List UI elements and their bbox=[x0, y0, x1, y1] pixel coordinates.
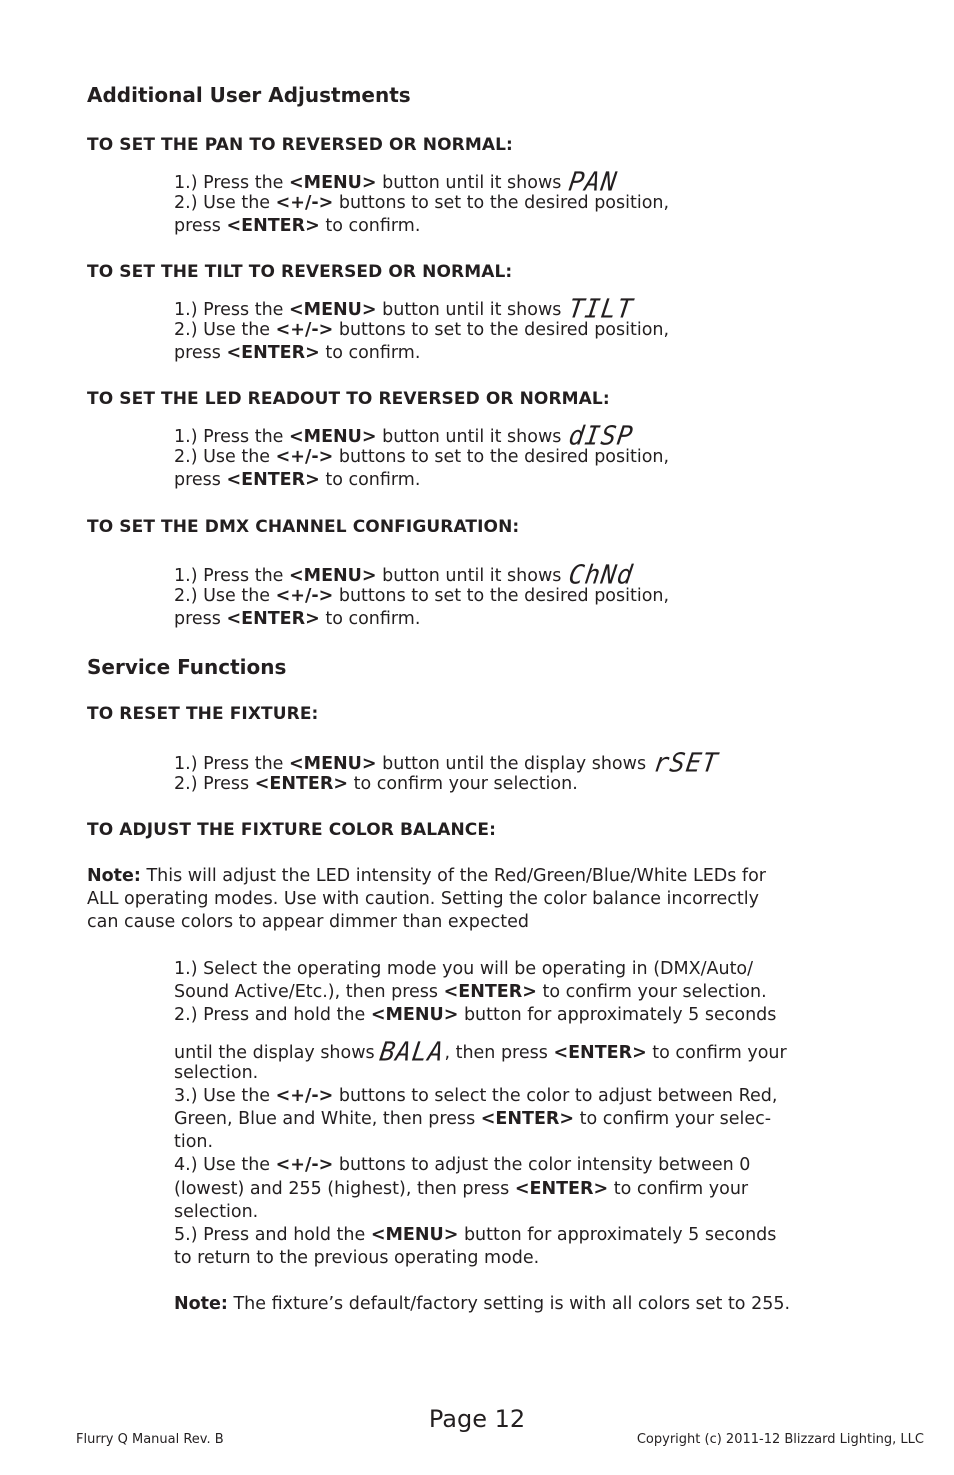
pan-heading: TO SET THE PAN TO REVERSED OR NORMAL: bbox=[87, 135, 513, 155]
balance-step-5: 5.) Press and hold the <MENU> button for approximately 5 seconds bbox=[174, 1225, 777, 1245]
dmx-step-1: 1.) Press the <MENU> button until it shows ChNd bbox=[174, 559, 636, 590]
balance-step-1: Sound Active/Etc.), then press <ENTER> to confirm your selection. bbox=[174, 982, 767, 1002]
reset-step-1: 1.) Press the <MENU> button until the display shows rSET bbox=[174, 747, 721, 778]
led-step-2: 2.) Use the <+/-> buttons to set to the desired position, bbox=[174, 447, 670, 467]
balance-step-3: tion. bbox=[174, 1132, 214, 1152]
dmx-step-2: 2.) Use the <+/-> buttons to set to the desired position, bbox=[174, 586, 670, 606]
tilt-heading: TO SET THE TILT TO REVERSED OR NORMAL: bbox=[87, 262, 513, 282]
tilt-step-2: 2.) Use the <+/-> buttons to set to the desired position, bbox=[174, 320, 670, 340]
footer-copyright: Copyright (c) 2011-12 Blizzard Lighting, LLC bbox=[636, 1432, 924, 1447]
section-title: Service Functions bbox=[87, 655, 287, 679]
led-step-3: press <ENTER> to confirm. bbox=[174, 470, 421, 490]
dmx-step-3: press <ENTER> to confirm. bbox=[174, 609, 421, 629]
tilt-step-1: 1.) Press the <MENU> button until it shows TILT bbox=[174, 293, 636, 324]
balance-step-5: to return to the previous operating mode. bbox=[174, 1248, 540, 1268]
balance-note-line: ALL operating modes. Use with caution. Setting the color balance incorrectly bbox=[87, 889, 759, 909]
lcd-display: rSET bbox=[651, 747, 721, 778]
balance-step-3: Green, Blue and White, then press <ENTER> to confirm your selec- bbox=[174, 1109, 772, 1129]
led-step-1: 1.) Press the <MENU> button until it shows dISP bbox=[174, 420, 636, 451]
balance-step-2: selection. bbox=[174, 1063, 259, 1083]
balance-step-3: 3.) Use the <+/-> buttons to select the color to adjust between Red, bbox=[174, 1086, 778, 1106]
footer-manual-rev: Flurry Q Manual Rev. B bbox=[76, 1432, 224, 1447]
balance-step-2: 2.) Press and hold the <MENU> button for approximately 5 seconds bbox=[174, 1005, 777, 1025]
reset-heading: TO RESET THE FIXTURE: bbox=[87, 704, 319, 724]
section-title: Additional User Adjustments bbox=[87, 83, 411, 107]
balance-step-4: 4.) Use the <+/-> buttons to adjust the color intensity between 0 bbox=[174, 1155, 751, 1175]
pan-step-3: press <ENTER> to confirm. bbox=[174, 216, 421, 236]
reset-step-2: 2.) Press <ENTER> to confirm your selection. bbox=[174, 774, 578, 794]
page-number: Page 12 bbox=[428, 1405, 526, 1433]
dmx-heading: TO SET THE DMX CHANNEL CONFIGURATION: bbox=[87, 517, 520, 537]
pan-step-1: 1.) Press the <MENU> button until it shows PAN bbox=[174, 166, 620, 197]
lcd-display: PAN bbox=[567, 166, 620, 197]
balance-step-1: 1.) Select the operating mode you will be operating in (DMX/Auto/ bbox=[174, 959, 754, 979]
lcd-display: TILT bbox=[567, 293, 636, 324]
balance-note-line: Note: This will adjust the LED intensity of the Red/Green/Blue/White LEDs for bbox=[87, 866, 766, 886]
balance-heading: TO ADJUST THE FIXTURE COLOR BALANCE: bbox=[87, 820, 496, 840]
pan-step-2: 2.) Use the <+/-> buttons to set to the desired position, bbox=[174, 193, 670, 213]
lcd-display: BALA bbox=[378, 1036, 447, 1067]
balance-step-4: selection. bbox=[174, 1202, 259, 1222]
balance-step-4: (lowest) and 255 (highest), then press <ENTER> to confirm your bbox=[174, 1179, 749, 1199]
balance-note-line: can cause colors to appear dimmer than expected bbox=[87, 912, 529, 932]
balance-note-default: Note: The fixture’s default/factory setting is with all colors set to 255. bbox=[174, 1294, 791, 1314]
lcd-display: ChNd bbox=[567, 559, 636, 590]
lcd-display: dISP bbox=[567, 420, 636, 451]
tilt-step-3: press <ENTER> to confirm. bbox=[174, 343, 421, 363]
balance-step-2: until the display shows BALA, then press <ENTER> to confirm your bbox=[174, 1036, 787, 1067]
led-heading: TO SET THE LED READOUT TO REVERSED OR NORMAL: bbox=[87, 389, 610, 409]
